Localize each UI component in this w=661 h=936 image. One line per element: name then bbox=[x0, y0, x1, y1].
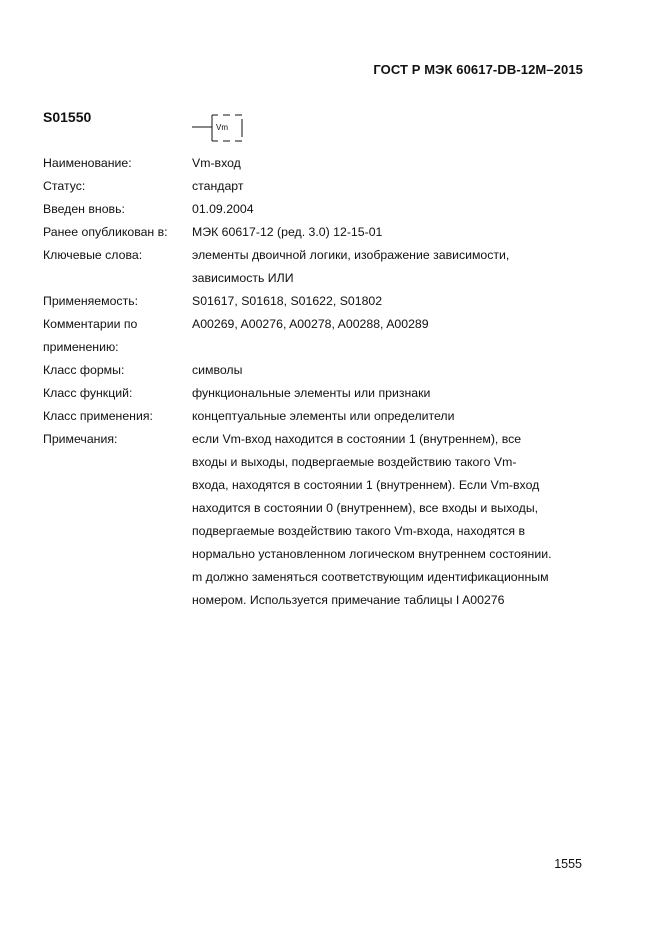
field-label: Наименование: bbox=[43, 156, 132, 170]
field-label: Статус: bbox=[43, 179, 86, 193]
field-value-line: элементы двоичной логики, изображение зависимости, bbox=[192, 248, 510, 262]
field-value-line: если Vm-вход находится в состоянии 1 (внутреннем), все bbox=[192, 432, 522, 446]
field-value-line: подвергаемые воздействию такого Vm-входа, находятся в bbox=[192, 524, 526, 538]
field-row bbox=[43, 152, 588, 175]
field-label: Класс функций: bbox=[43, 386, 133, 400]
field-label: Применяемость: bbox=[43, 294, 139, 308]
field-value-line: нормально установленном логическом внутреннем состоянии. bbox=[192, 547, 552, 561]
entry-code: S01550 bbox=[43, 109, 92, 125]
field-value-line: зависимость ИЛИ bbox=[192, 271, 294, 285]
field-label: Комментарии по применению: bbox=[43, 317, 138, 354]
field-row bbox=[43, 175, 588, 198]
field-value bbox=[192, 405, 588, 428]
field-value bbox=[192, 175, 588, 198]
field-value-line: МЭК 60617-12 (ред. 3.0) 12-15-01 bbox=[192, 225, 383, 239]
field-value bbox=[192, 428, 588, 612]
field-label: Ключевые слова: bbox=[43, 248, 143, 262]
document-header: ГОСТ Р МЭК 60617-DB-12M–2015 bbox=[373, 62, 583, 77]
field-label: Введен вновь: bbox=[43, 202, 125, 216]
field-value bbox=[192, 152, 588, 175]
field-row bbox=[43, 244, 588, 290]
field-row bbox=[43, 221, 588, 244]
field-row bbox=[43, 313, 588, 359]
field-value bbox=[192, 382, 588, 405]
field-value-line: находится в состоянии 0 (внутреннем), все входы и выходы, bbox=[192, 501, 539, 515]
field-value-line: Vm-вход bbox=[192, 156, 241, 170]
field-row bbox=[43, 198, 588, 221]
field-row bbox=[43, 428, 588, 612]
field-value bbox=[192, 313, 588, 359]
field-value-line: A00269, A00276, A00278, A00288, A00289 bbox=[192, 317, 429, 331]
field-label: Класс формы: bbox=[43, 363, 125, 377]
field-value-line: m должно заменяться соответствующим идентификационным bbox=[192, 570, 549, 584]
field-value bbox=[192, 198, 588, 221]
field-row bbox=[43, 359, 588, 382]
field-value-line: функциональные элементы или признаки bbox=[192, 386, 431, 400]
field-label: Класс применения: bbox=[43, 409, 153, 423]
symbol-label: Vm bbox=[216, 123, 228, 132]
field-row bbox=[43, 405, 588, 428]
field-value-line: стандарт bbox=[192, 179, 244, 193]
vm-input-symbol-icon bbox=[190, 110, 250, 144]
field-label: Ранее опубликован в: bbox=[43, 225, 168, 239]
field-row bbox=[43, 290, 588, 313]
field-value bbox=[192, 290, 588, 313]
field-value-line: 01.09.2004 bbox=[192, 202, 254, 216]
field-value bbox=[192, 359, 588, 382]
page-number: 1555 bbox=[554, 857, 582, 871]
field-value bbox=[192, 221, 588, 244]
field-value-line: концептуальные элементы или определители bbox=[192, 409, 455, 423]
field-value-line: символы bbox=[192, 363, 243, 377]
field-value bbox=[192, 244, 588, 290]
field-value-line: входа, находятся в состоянии 1 (внутреннем). Если Vm-вход bbox=[192, 478, 540, 492]
field-value-line: S01617, S01618, S01622, S01802 bbox=[192, 294, 383, 308]
field-value-line: входы и выходы, подвергаемые воздействию такого Vm- bbox=[192, 455, 517, 469]
field-value-line: номером. Используется примечание таблицы I A00276 bbox=[192, 593, 505, 607]
field-list bbox=[43, 152, 588, 612]
field-label: Примечания: bbox=[43, 432, 118, 446]
field-row bbox=[43, 382, 588, 405]
